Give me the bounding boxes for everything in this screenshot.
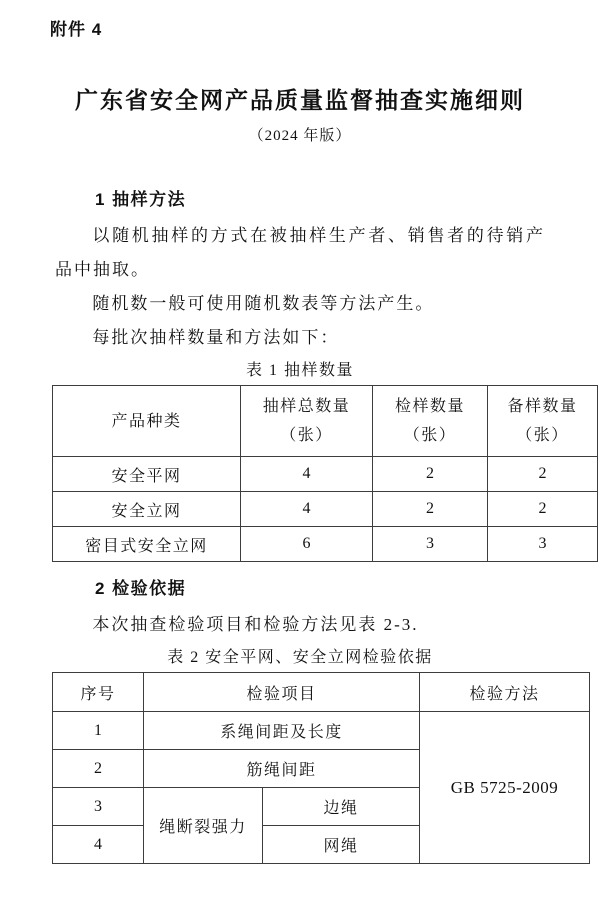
document-subtitle: （2024 年版） (248, 128, 352, 144)
basis-table-caption: 表 2 安全平网、安全立网检验依据 (167, 649, 433, 666)
header-unit: （张） (403, 427, 457, 444)
cell-no: 4 (53, 826, 144, 864)
header-label: 抽样总数量 (262, 398, 351, 415)
section-2-heading: 2 检验依据 (95, 579, 187, 598)
cell-sub-item: 边绳 (263, 788, 420, 826)
sampling-table-header-row (53, 386, 598, 457)
header-label: 检样数量 (394, 398, 465, 415)
cell-item: 系绳间距及长度 (144, 712, 420, 750)
header-label: 备样数量 (507, 398, 578, 415)
header-cell-item: 检验项目 (144, 673, 420, 712)
header-unit: （张） (280, 427, 333, 444)
cell-inspect: 3 (373, 527, 488, 562)
cell-sub-item: 网绳 (263, 826, 420, 864)
cell-product: 安全立网 (53, 492, 241, 527)
header-label: 产品种类 (111, 412, 182, 430)
header-cell-method: 检验方法 (420, 673, 590, 712)
header-cell-inspect (373, 386, 488, 457)
section-1-paragraph-2: 随机数一般可使用随机数表等方法产生。 (92, 294, 435, 313)
cell-product: 安全平网 (53, 457, 241, 492)
cell-total: 6 (241, 527, 373, 562)
cell-backup: 3 (488, 527, 598, 562)
attachment-label: 附件 4 (50, 20, 103, 39)
table-row (53, 492, 598, 527)
cell-method: GB 5725-2009 (420, 712, 590, 864)
section-2-paragraph-1: 本次抽查检验项目和检验方法见表 2-3. (92, 615, 419, 634)
cell-item-group: 绳断裂强力 (144, 788, 263, 864)
cell-no: 3 (53, 788, 144, 826)
sampling-table (52, 385, 598, 562)
section-1-paragraph-3: 每批次抽样数量和方法如下： (92, 328, 340, 347)
cell-total: 4 (241, 492, 373, 527)
header-cell-product (53, 386, 241, 457)
basis-table (52, 672, 590, 864)
table-row (53, 712, 590, 750)
cell-product: 密目式安全立网 (53, 527, 241, 562)
table-row (53, 457, 598, 492)
header-unit: （张） (516, 427, 569, 444)
document-title: 广东省安全网产品质量监督抽查实施细则 (75, 87, 525, 113)
section-1-heading: 1 抽样方法 (95, 190, 187, 209)
header-cell-total (241, 386, 373, 457)
section-1-paragraph-1: 以随机抽样的方式在被抽样生产者、销售者的待销产品中抽取。 (55, 226, 545, 279)
cell-inspect: 2 (373, 457, 488, 492)
header-cell-no: 序号 (53, 673, 144, 712)
cell-total: 4 (241, 457, 373, 492)
sampling-table-caption: 表 1 抽样数量 (245, 362, 354, 379)
cell-no: 1 (53, 712, 144, 750)
header-cell-backup (488, 386, 598, 457)
cell-item: 筋绳间距 (144, 750, 420, 788)
cell-backup: 2 (488, 492, 598, 527)
table-row (53, 527, 598, 562)
cell-backup: 2 (488, 457, 598, 492)
cell-inspect: 2 (373, 492, 488, 527)
cell-no: 2 (53, 750, 144, 788)
basis-table-header-row (53, 673, 590, 712)
